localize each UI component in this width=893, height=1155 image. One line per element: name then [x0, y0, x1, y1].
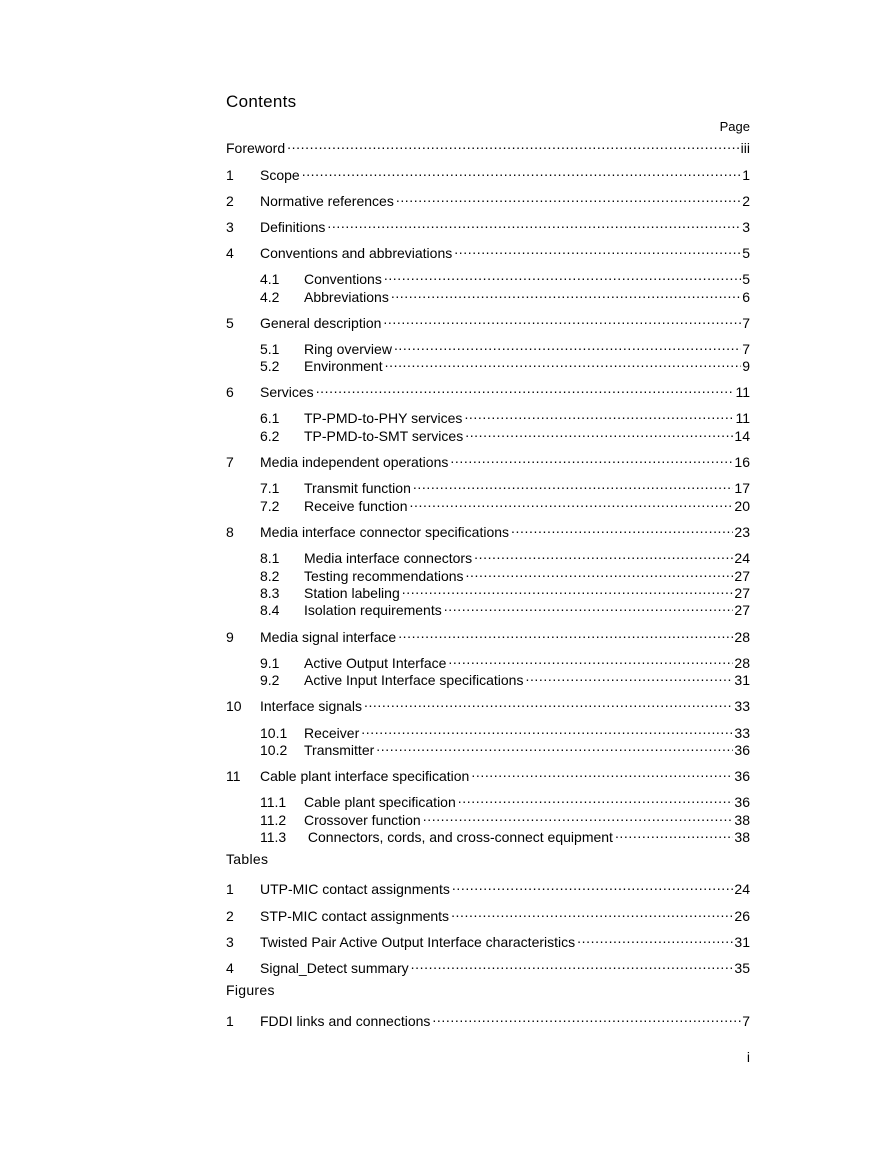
toc-entry-label: Testing recommendations	[304, 568, 464, 584]
toc-entry-label: Definitions	[260, 219, 326, 235]
toc-entry-number: 3	[226, 219, 234, 235]
toc-entry-number: 11	[226, 768, 241, 784]
toc-entry-label: TP-PMD-to-PHY services	[304, 410, 463, 426]
toc-entry-page: 17	[734, 480, 750, 496]
toc-entry-number: 7.2	[260, 498, 280, 514]
toc-entry[interactable]	[226, 449, 750, 470]
toc-leader-dots	[364, 693, 733, 711]
toc-subentry[interactable]	[260, 405, 750, 426]
toc-entry-number: 8.1	[260, 550, 280, 566]
toc-entry-number: 9.2	[260, 672, 280, 688]
toc-subentry[interactable]	[260, 563, 750, 584]
toc-entry-page: 31	[734, 934, 750, 950]
toc-entry-number: 6.2	[260, 428, 280, 444]
toc-entry[interactable]	[226, 240, 750, 261]
toc-leader-dots	[452, 876, 734, 894]
toc-entry-page: 11	[735, 384, 750, 400]
toc-leader-dots	[432, 1008, 741, 1026]
toc-entry-page: 31	[734, 672, 750, 688]
toc-entry-number: 9.1	[260, 655, 280, 671]
toc-entry-number: 4.2	[260, 289, 280, 305]
toc-entry-label: TP-PMD-to-SMT services	[304, 428, 464, 444]
toc-entry-page: 5	[742, 245, 750, 261]
toc-subentry[interactable]	[260, 493, 750, 514]
toc-entry-page: 27	[734, 602, 750, 618]
toc-leader-dots	[471, 763, 733, 781]
toc-entry[interactable]	[226, 214, 750, 235]
toc-entry-label: Media independent operations	[260, 454, 449, 470]
toc-leader-dots	[413, 475, 734, 493]
toc-entry[interactable]	[226, 763, 750, 784]
toc-subentry[interactable]	[260, 667, 750, 688]
toc-entry-number: 10.1	[260, 725, 288, 741]
toc-entry-label: Media signal interface	[260, 629, 397, 645]
toc-entry-label: Transmit function	[304, 480, 411, 496]
toc-table-entry[interactable]	[226, 903, 750, 924]
toc-entry-label: Connectors, cords, and cross-connect equipment	[304, 829, 613, 845]
toc-entry-page: 3	[742, 219, 750, 235]
toc-entry-page: 24	[734, 550, 750, 566]
toc-leader-dots	[525, 667, 733, 685]
toc-figure-entry[interactable]	[226, 1008, 750, 1029]
toc-entry-page: 24	[734, 881, 750, 897]
toc-entry-number: 4.1	[260, 271, 280, 287]
toc-entry-number: 8.2	[260, 568, 280, 584]
toc-subentry[interactable]	[260, 737, 750, 758]
toc-entry-number: 2	[226, 908, 234, 924]
toc-leader-dots	[410, 493, 734, 511]
toc-entry-label: Foreword	[226, 140, 286, 156]
toc-entry-label: FDDI links and connections	[260, 1013, 431, 1029]
toc-entry-label: Abbreviations	[304, 289, 389, 305]
page-number: i	[746, 1049, 750, 1065]
toc-entry-page: 27	[734, 568, 750, 584]
toc-entry-page: 33	[734, 698, 750, 714]
toc-leader-dots	[394, 336, 741, 354]
toc-entry[interactable]	[226, 162, 750, 183]
toc-entry-number: 10	[226, 698, 242, 714]
toc-entry-page: 20	[734, 498, 750, 514]
toc-entry-number: 7	[226, 454, 234, 470]
toc-entry-page: 14	[734, 428, 750, 444]
toc-entry-page: iii	[740, 140, 750, 156]
toc-entry-label: UTP-MIC contact assignments	[260, 881, 450, 897]
toc-leader-dots	[465, 423, 733, 441]
toc-entry-number: 5.1	[260, 341, 280, 357]
toc-entry-label: STP-MIC contact assignments	[260, 908, 450, 924]
toc-entry-page: 7	[742, 341, 750, 357]
toc-entry-foreword[interactable]	[226, 135, 750, 156]
toc-entry-number: 11.3	[260, 829, 287, 845]
toc-entry-label: Environment	[304, 358, 383, 374]
toc-leader-dots	[302, 162, 742, 180]
toc-entry-label: Conventions and abbreviations	[260, 245, 453, 261]
toc-entry-label: Services	[260, 384, 314, 400]
toc-entry-number: 7.1	[260, 480, 280, 496]
toc-leader-dots	[287, 135, 740, 153]
toc-subentry[interactable]	[260, 266, 750, 287]
toc-entry-page: 7	[742, 1013, 750, 1029]
toc-leader-dots	[327, 214, 741, 232]
toc-entry-number: 4	[226, 960, 234, 976]
toc-leader-dots	[444, 597, 734, 615]
toc-leader-dots	[396, 188, 741, 206]
toc-table-entry[interactable]	[226, 955, 750, 976]
toc-entry-number: 8	[226, 524, 234, 540]
toc-leader-dots	[511, 519, 733, 537]
toc-entry-label: Crossover function	[304, 812, 421, 828]
toc-entry-number: 4	[226, 245, 234, 261]
toc-entry-page: 38	[734, 829, 750, 845]
toc-entry-label: Transmitter	[304, 742, 375, 758]
toc-entry-label: Cable plant interface specification	[260, 768, 470, 784]
toc-subentry[interactable]	[260, 789, 750, 810]
toc-leader-dots	[458, 789, 734, 807]
toc-entry-number: 5	[226, 315, 234, 331]
tables-heading: Tables	[226, 851, 269, 867]
toc-leader-dots	[398, 624, 733, 642]
toc-entry-label: Interface signals	[260, 698, 362, 714]
toc-leader-dots	[383, 310, 741, 328]
toc-entry-label: Twisted Pair Active Output Interface characteristics	[260, 934, 576, 950]
toc-entry-label: Station labeling	[304, 585, 400, 601]
toc-entry-number: 1	[226, 1013, 234, 1029]
toc-entry-label: General description	[260, 315, 382, 331]
toc-entry-label: Active Output Interface	[304, 655, 447, 671]
toc-leader-dots	[316, 379, 735, 397]
toc-subentry[interactable]	[260, 284, 750, 305]
toc-entry-page: 28	[734, 655, 750, 671]
toc-subentry[interactable]	[260, 423, 750, 444]
figures-heading: Figures	[226, 982, 275, 998]
toc-entry-label: Ring overview	[304, 341, 392, 357]
toc-entry-page: 11	[735, 410, 750, 426]
toc-entry-page: 36	[734, 742, 750, 758]
toc-entry-page: 28	[734, 629, 750, 645]
toc-entry[interactable]	[226, 519, 750, 540]
toc-entry-number: 6.1	[260, 410, 280, 426]
toc-entry-page: 38	[734, 812, 750, 828]
toc-entry-number: 5.2	[260, 358, 280, 374]
toc-entry-label: Cable plant specification	[304, 794, 456, 810]
toc-subentry[interactable]	[260, 475, 750, 496]
toc-subentry[interactable]	[260, 807, 750, 828]
toc-entry-label: Media interface connector specifications	[260, 524, 510, 540]
toc-entry-number: 9	[226, 629, 234, 645]
toc-subentry[interactable]	[260, 545, 750, 566]
toc-entry-label: Receive function	[304, 498, 408, 514]
toc-leader-dots	[474, 545, 733, 563]
toc-entry-page: 27	[734, 585, 750, 601]
toc-entry-number: 6	[226, 384, 234, 400]
toc-entry-number: 10.2	[260, 742, 288, 758]
toc-entry-page: 33	[734, 725, 750, 741]
toc-leader-dots	[391, 284, 741, 302]
toc-leader-dots	[464, 405, 734, 423]
toc-entry-number: 1	[226, 167, 234, 183]
contents-heading: Contents	[226, 92, 297, 111]
toc-leader-dots	[454, 240, 741, 258]
toc-entry-number: 1	[226, 881, 234, 897]
toc-leader-dots	[466, 563, 734, 581]
toc-entry[interactable]	[226, 188, 750, 209]
toc-entry-page: 5	[742, 271, 750, 287]
page-column-label: Page	[719, 119, 750, 134]
toc-leader-dots	[361, 720, 733, 738]
toc-entry[interactable]	[226, 310, 750, 331]
toc-entry-label: Normative references	[260, 193, 394, 209]
toc-subentry[interactable]	[260, 353, 750, 374]
toc-entry-number: 3	[226, 934, 234, 950]
toc-subentry[interactable]	[260, 720, 750, 741]
toc-entry-number: 2	[226, 193, 234, 209]
toc-table-entry[interactable]	[226, 929, 750, 950]
toc-entry-page: 23	[734, 524, 750, 540]
toc-entry-number: 11.1	[260, 794, 287, 810]
toc-leader-dots	[615, 824, 733, 842]
toc-entry-label: Conventions	[304, 271, 382, 287]
toc-leader-dots	[423, 807, 734, 825]
toc-entry-page: 26	[734, 908, 750, 924]
toc-entry-page: 6	[742, 289, 750, 305]
toc-leader-dots	[376, 737, 733, 755]
toc-leader-dots	[448, 650, 733, 668]
toc-entry-label: Receiver	[304, 725, 360, 741]
toc-leader-dots	[411, 955, 734, 973]
toc-subentry[interactable]	[260, 336, 750, 357]
toc-table-entry[interactable]	[226, 876, 750, 897]
toc-entry-label: Media interface connectors	[304, 550, 473, 566]
toc-subentry[interactable]	[260, 597, 750, 618]
toc-entry-label: Signal_Detect summary	[260, 960, 409, 976]
toc-leader-dots	[385, 353, 742, 371]
toc-leader-dots	[450, 449, 733, 467]
toc-entry-number: 8.4	[260, 602, 280, 618]
toc-entry-page: 16	[734, 454, 750, 470]
toc-subentry[interactable]	[260, 824, 750, 845]
toc-leader-dots	[577, 929, 733, 947]
toc-leader-dots	[384, 266, 741, 284]
toc-entry-label: Active Input Interface specifications	[304, 672, 524, 688]
toc-entry-label: Isolation requirements	[304, 602, 442, 618]
toc-entry-page: 35	[734, 960, 750, 976]
toc-entry-page: 36	[734, 768, 750, 784]
toc-entry-page: 9	[742, 358, 750, 374]
toc-entry[interactable]	[226, 693, 750, 714]
toc-entry-page: 2	[742, 193, 750, 209]
toc-entry-page: 7	[742, 315, 750, 331]
toc-entry-page: 1	[742, 167, 750, 183]
toc-entry-number: 8.3	[260, 585, 280, 601]
toc-entry-label: Scope	[260, 167, 300, 183]
toc-leader-dots	[402, 580, 734, 598]
toc-entry-number: 11.2	[260, 812, 287, 828]
toc-subentry[interactable]	[260, 650, 750, 671]
toc-subentry[interactable]	[260, 580, 750, 601]
toc-entry[interactable]	[226, 379, 750, 400]
toc-leader-dots	[451, 903, 733, 921]
toc-entry[interactable]	[226, 624, 750, 645]
toc-entry-page: 36	[734, 794, 750, 810]
